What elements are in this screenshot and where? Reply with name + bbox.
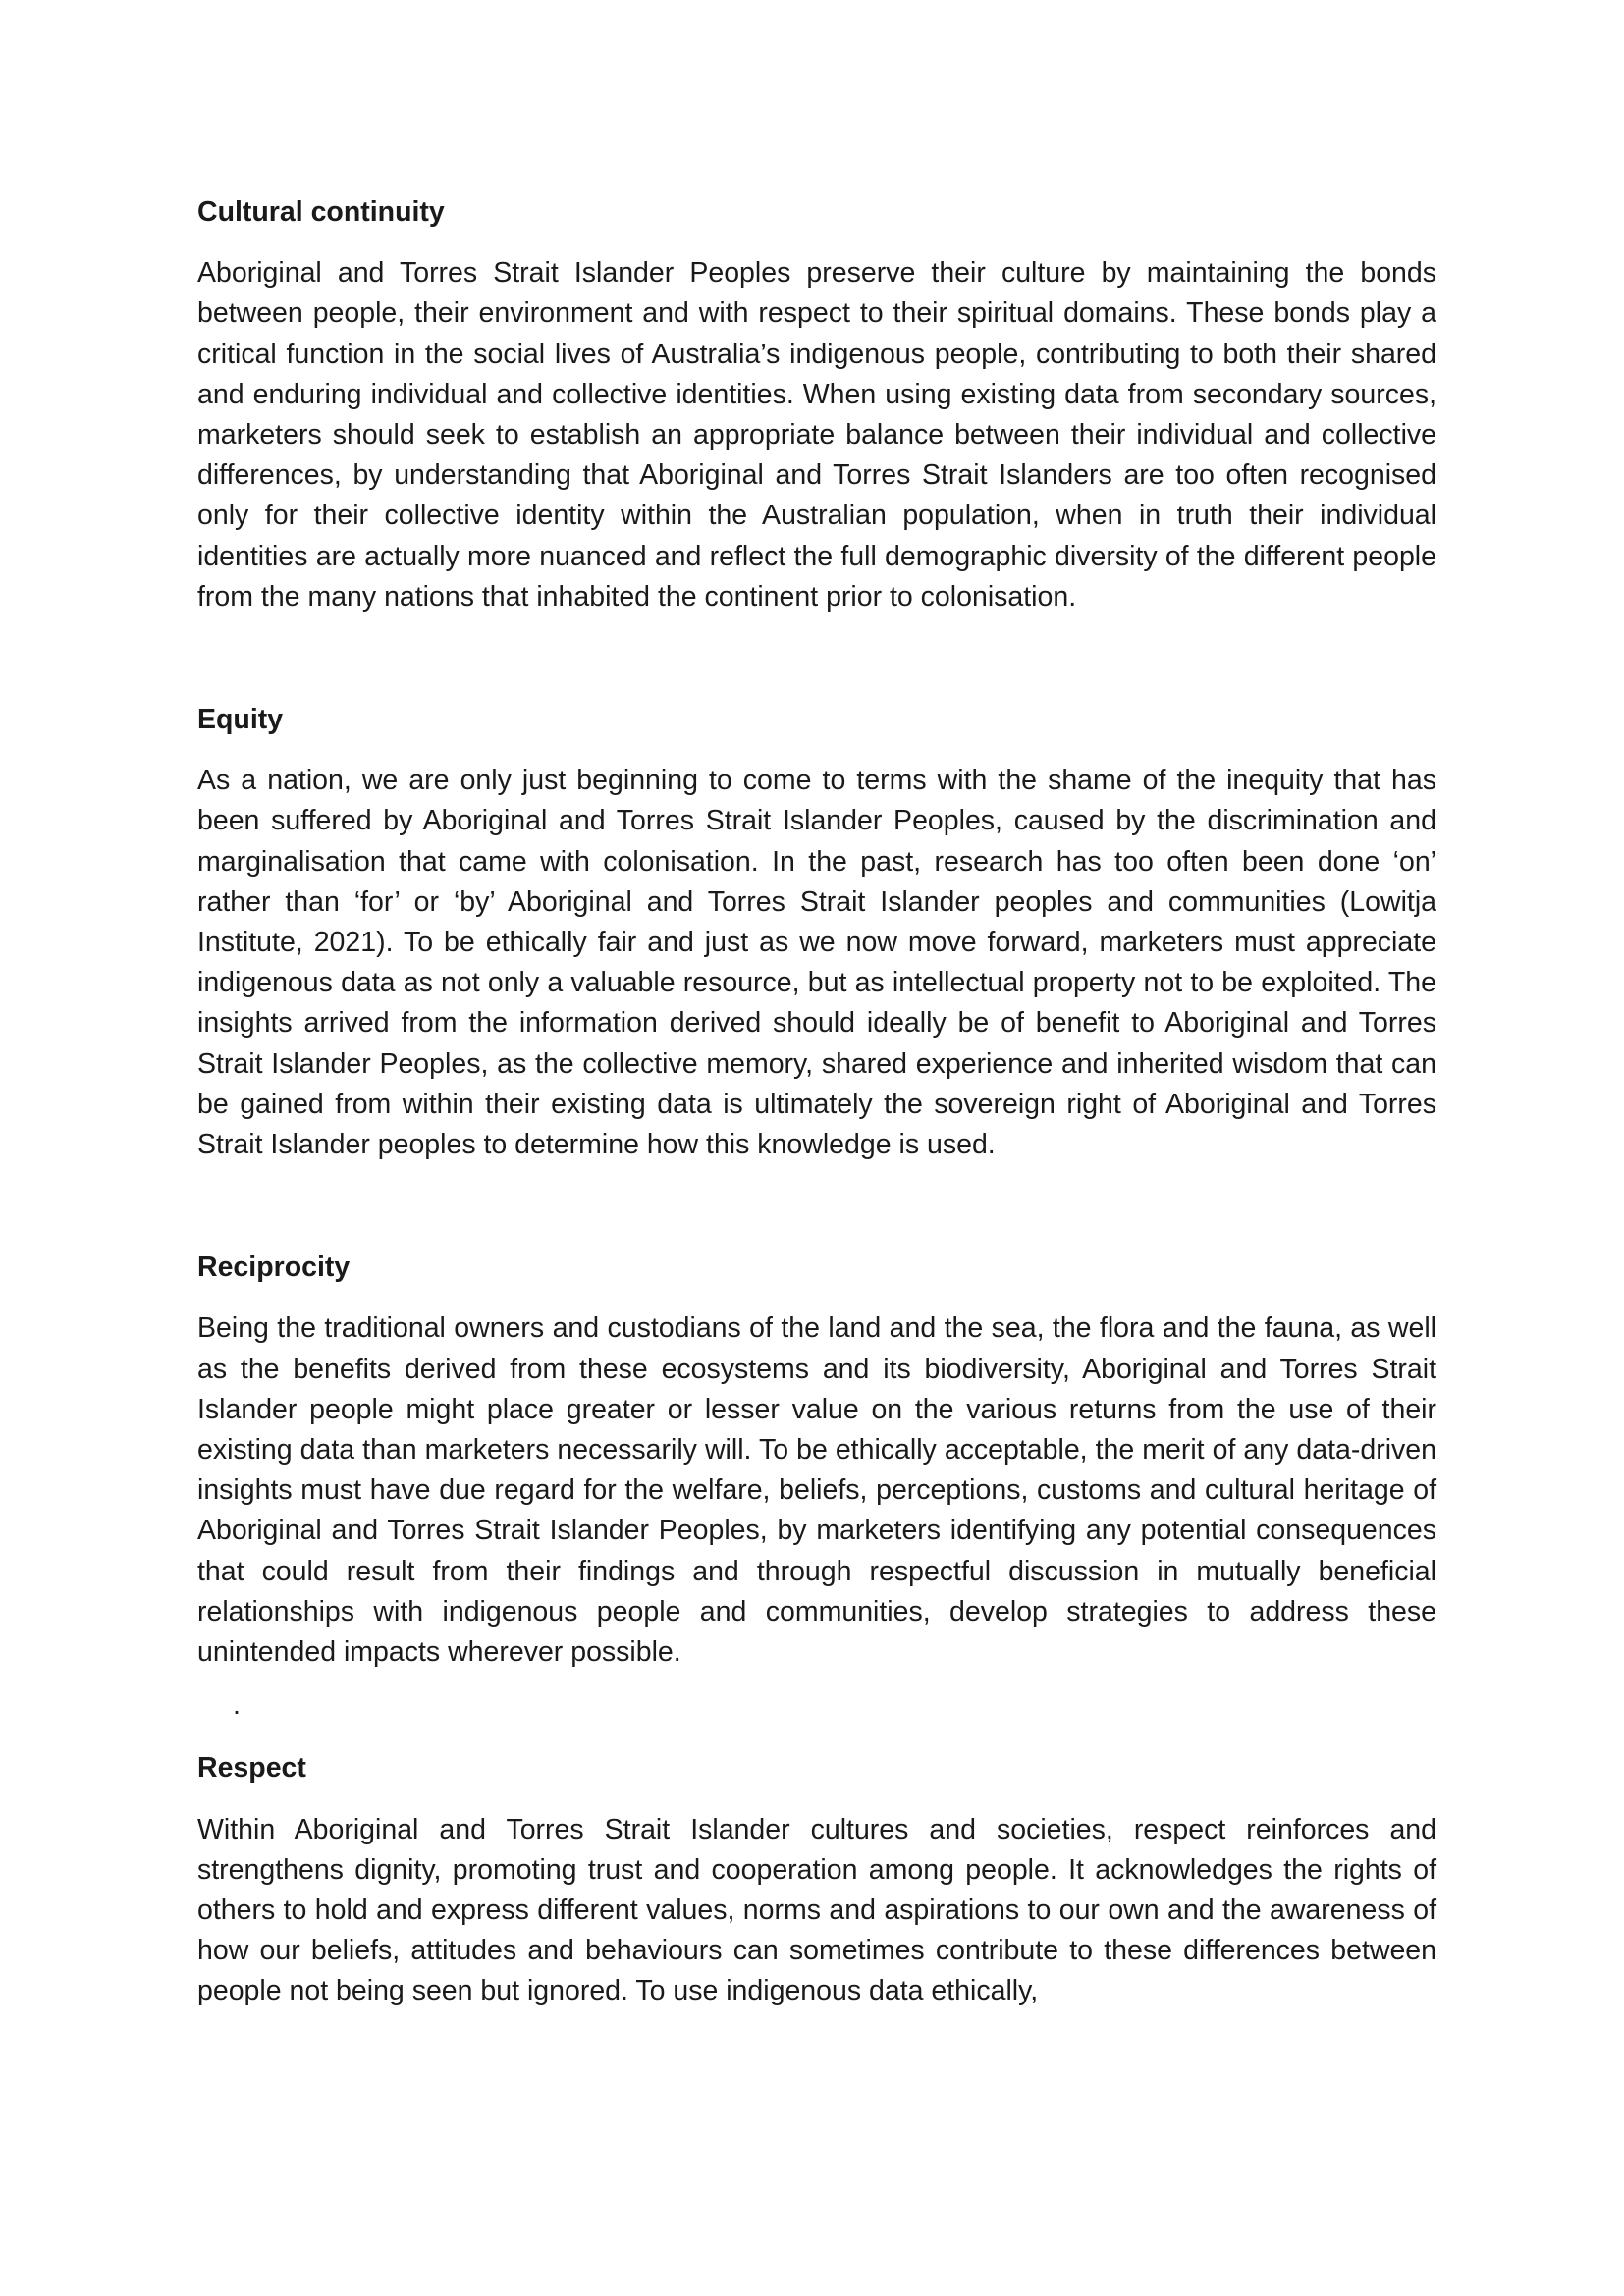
section-paragraph: Within Aboriginal and Torres Strait Islander cultures and societies, respect reinforces and strengthens dignity, promoting trust and cooperation among people. It acknowledges the rights of others to hold and express different values, norms and aspirations to our own and the awareness of how our beliefs, attitudes and behaviours can sometimes contribute to these differences between people not being seen but ignored. To use indigenous data ethically, — [197, 1813, 1436, 2007]
section-respect — [197, 1748, 1436, 2011]
section-heading: Equity — [197, 704, 284, 736]
section-paragraph: Being the traditional owners and custodians of the land and the sea, the flora and the fauna, as well as the benefits derived from these ecosystems and its biodiversity, Aboriginal and Torres Strait Islander people might place greater or lesser value on the various returns from the use of their existing data than marketers necessarily will. To be ethically acceptable, the merit of any data-driven insights must have due regard for the welfare, beliefs, perceptions, customs and cultural heritage of Aboriginal and Torres Strait Islander Peoples, by marketers identifying any potential consequences that could result from their findings and through respectful discussion in mutually beneficial relationships with indigenous people and communities, develop strategies to address these unintended impacts wherever possible. — [197, 1312, 1436, 1669]
section-paragraph: Aboriginal and Torres Strait Islander Peoples preserve their culture by maintaining the bonds between people, their environment and with respect to their spiritual domains. These bonds play a critical function in the social lives of Australia’s indigenous people, contributing to both their shared and enduring individual and collective identities. When using existing data from secondary sources, marketers should seek to establish an appropriate balance between their individual and collective differences, by understanding that Aboriginal and Torres Strait Islanders are too often recognised only for their collective identity within the Australian population, when in truth their individual identities are actually more nuanced and reflect the full demographic diversity of the different people from the many nations that inhabited the continent prior to colonisation. — [197, 257, 1436, 613]
stray-period-mark: . — [233, 1689, 241, 1722]
section-heading: Cultural continuity — [197, 196, 445, 228]
section-equity — [197, 700, 1436, 1165]
section-cultural-continuity — [197, 192, 1436, 617]
section-paragraph: As a nation, we are only just beginning to come to terms with the shame of the inequity that has been suffered by Aboriginal and Torres Strait Islander Peoples, caused by the discrimination and marginalisation that came with colonisation. In the past, research has too often been done ‘on’ rather than ‘for’ or ‘by’ Aboriginal and Torres Strait Islander peoples and communities (Lowitja Institute, 2021). To be ethically fair and just as we now move forward, marketers must appreciate indigenous data as not only a valuable resource, but as intellectual property not to be exploited. The insights arrived from the information derived should ideally be of benefit to Aboriginal and Torres Strait Islander Peoples, as the collective memory, shared experience and inherited wisdom that can be gained from within their existing data is ultimately the sovereign right of Aboriginal and Torres Strait Islander peoples to determine how this knowledge is used. — [197, 765, 1436, 1161]
section-heading: Reciprocity — [197, 1252, 351, 1284]
section-reciprocity — [197, 1248, 1436, 1673]
document-content — [197, 192, 1436, 2012]
section-heading: Respect — [197, 1752, 306, 1785]
